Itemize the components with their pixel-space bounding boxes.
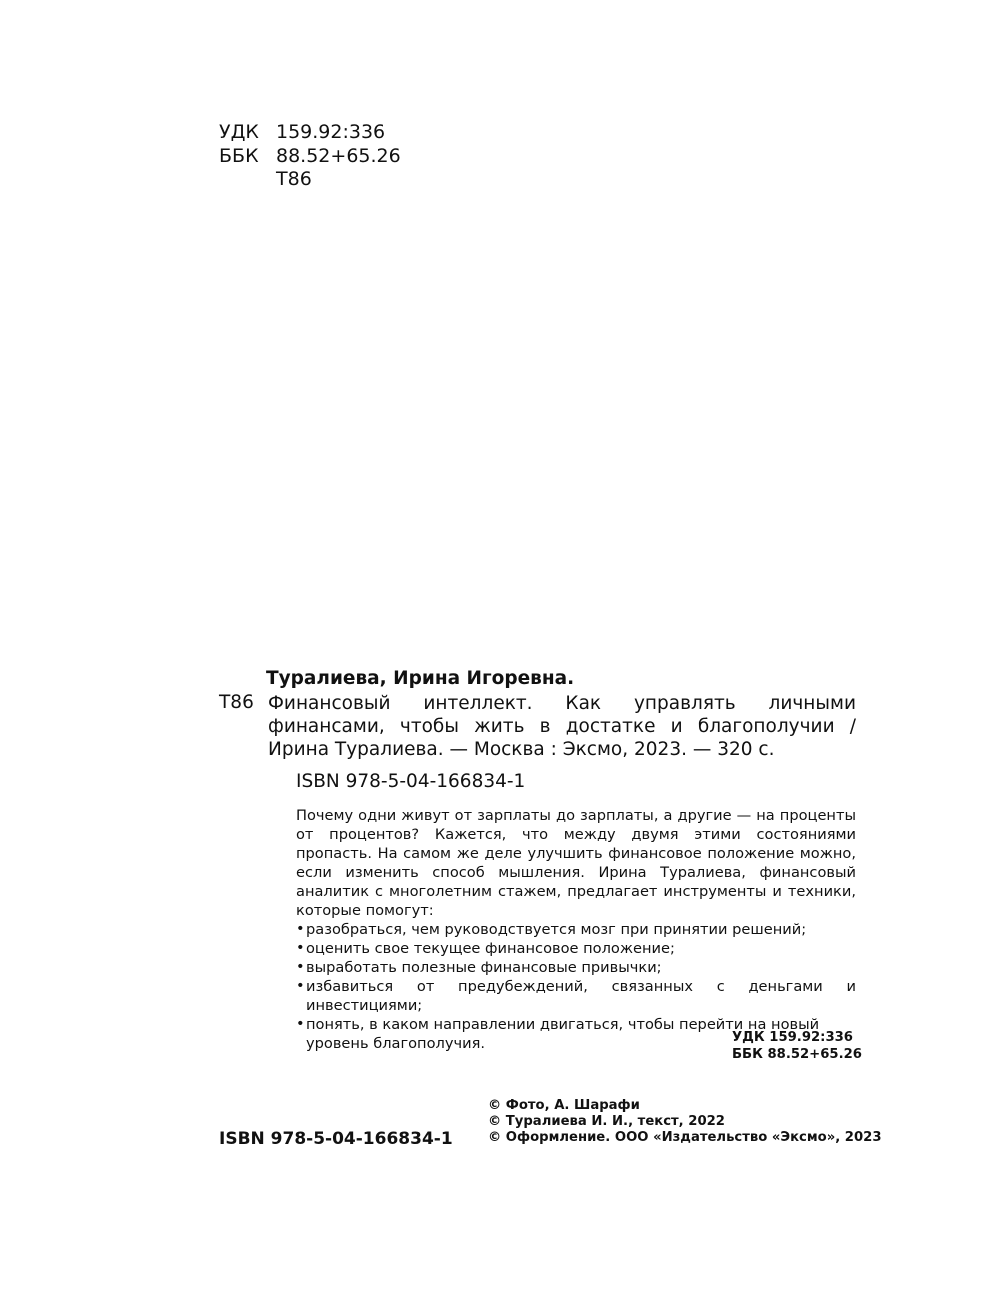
author-mark-top: Т86: [276, 168, 312, 190]
classification-block-top: [219, 121, 419, 193]
record-author-mark: Т86: [219, 692, 254, 713]
list-item: [296, 958, 856, 977]
bbk-bottom: ББК 88.52+65.26: [732, 1046, 862, 1062]
copyright-design: © Оформление. ООО «Издательство «Эксмо», 2023: [488, 1130, 882, 1145]
list-item-text: разобраться, чем руководствуется мозг при принятии решений;: [306, 921, 807, 938]
annotation-intro: Почему одни живут от зарплаты до зарплаты, а другие — на проценты от процентов? Кажется, что между двумя этими состояниями пропасть. На самом же деле улучшить финансовое положение можно, если изменить способ мышления. Ирина Туралиева, финансовый аналитик с многолетним стажем, предлагает инструменты и техники, которые помогут:: [296, 807, 856, 919]
udk-value: 159.92:336: [276, 121, 386, 143]
list-item: [296, 939, 856, 958]
bbk-value: 88.52+65.26: [276, 144, 401, 167]
bullet-icon: •: [296, 939, 305, 956]
annotation: [296, 806, 856, 1053]
classification-block-bottom: [732, 1030, 862, 1063]
copyright-photo: © Фото, А. Шарафи: [488, 1098, 640, 1113]
list-item: [296, 920, 856, 939]
list-item-text: оценить свое текущее финансовое положение;: [306, 940, 675, 957]
bullet-icon: •: [296, 958, 305, 975]
list-item-text: понять, в каком направлении двигаться, чтобы перейти на новый уровень благополучия.: [306, 1016, 820, 1052]
list-item: [296, 977, 856, 1015]
bullet-icon: •: [296, 920, 305, 937]
record-isbn: ISBN 978-5-04-166834-1: [296, 771, 526, 792]
copyright-block: [488, 1098, 882, 1146]
record-title: Финансовый интеллект. Как управлять личными финансами, чтобы жить в достатке и благополучии / Ирина Туралиева. — Москва : Эксмо, 2023. — 320 с.: [268, 693, 856, 760]
udk-bottom: УДК 159.92:336: [732, 1030, 853, 1045]
bbk-label: ББК: [219, 144, 259, 167]
bullet-icon: •: [296, 977, 305, 994]
record-author: Туралиева, Ирина Игоревна.: [266, 668, 575, 689]
list-item-text: выработать полезные финансовые привычки;: [306, 959, 662, 976]
list-item-text: избавиться от предубеждений, связанных с деньгами и инвестициями;: [306, 978, 856, 1014]
copyright-text: © Туралиева И. И., текст, 2022: [488, 1114, 725, 1129]
bullet-icon: •: [296, 1015, 305, 1032]
udk-label: УДК: [219, 121, 259, 143]
footer-isbn: ISBN 978-5-04-166834-1: [219, 1129, 453, 1149]
